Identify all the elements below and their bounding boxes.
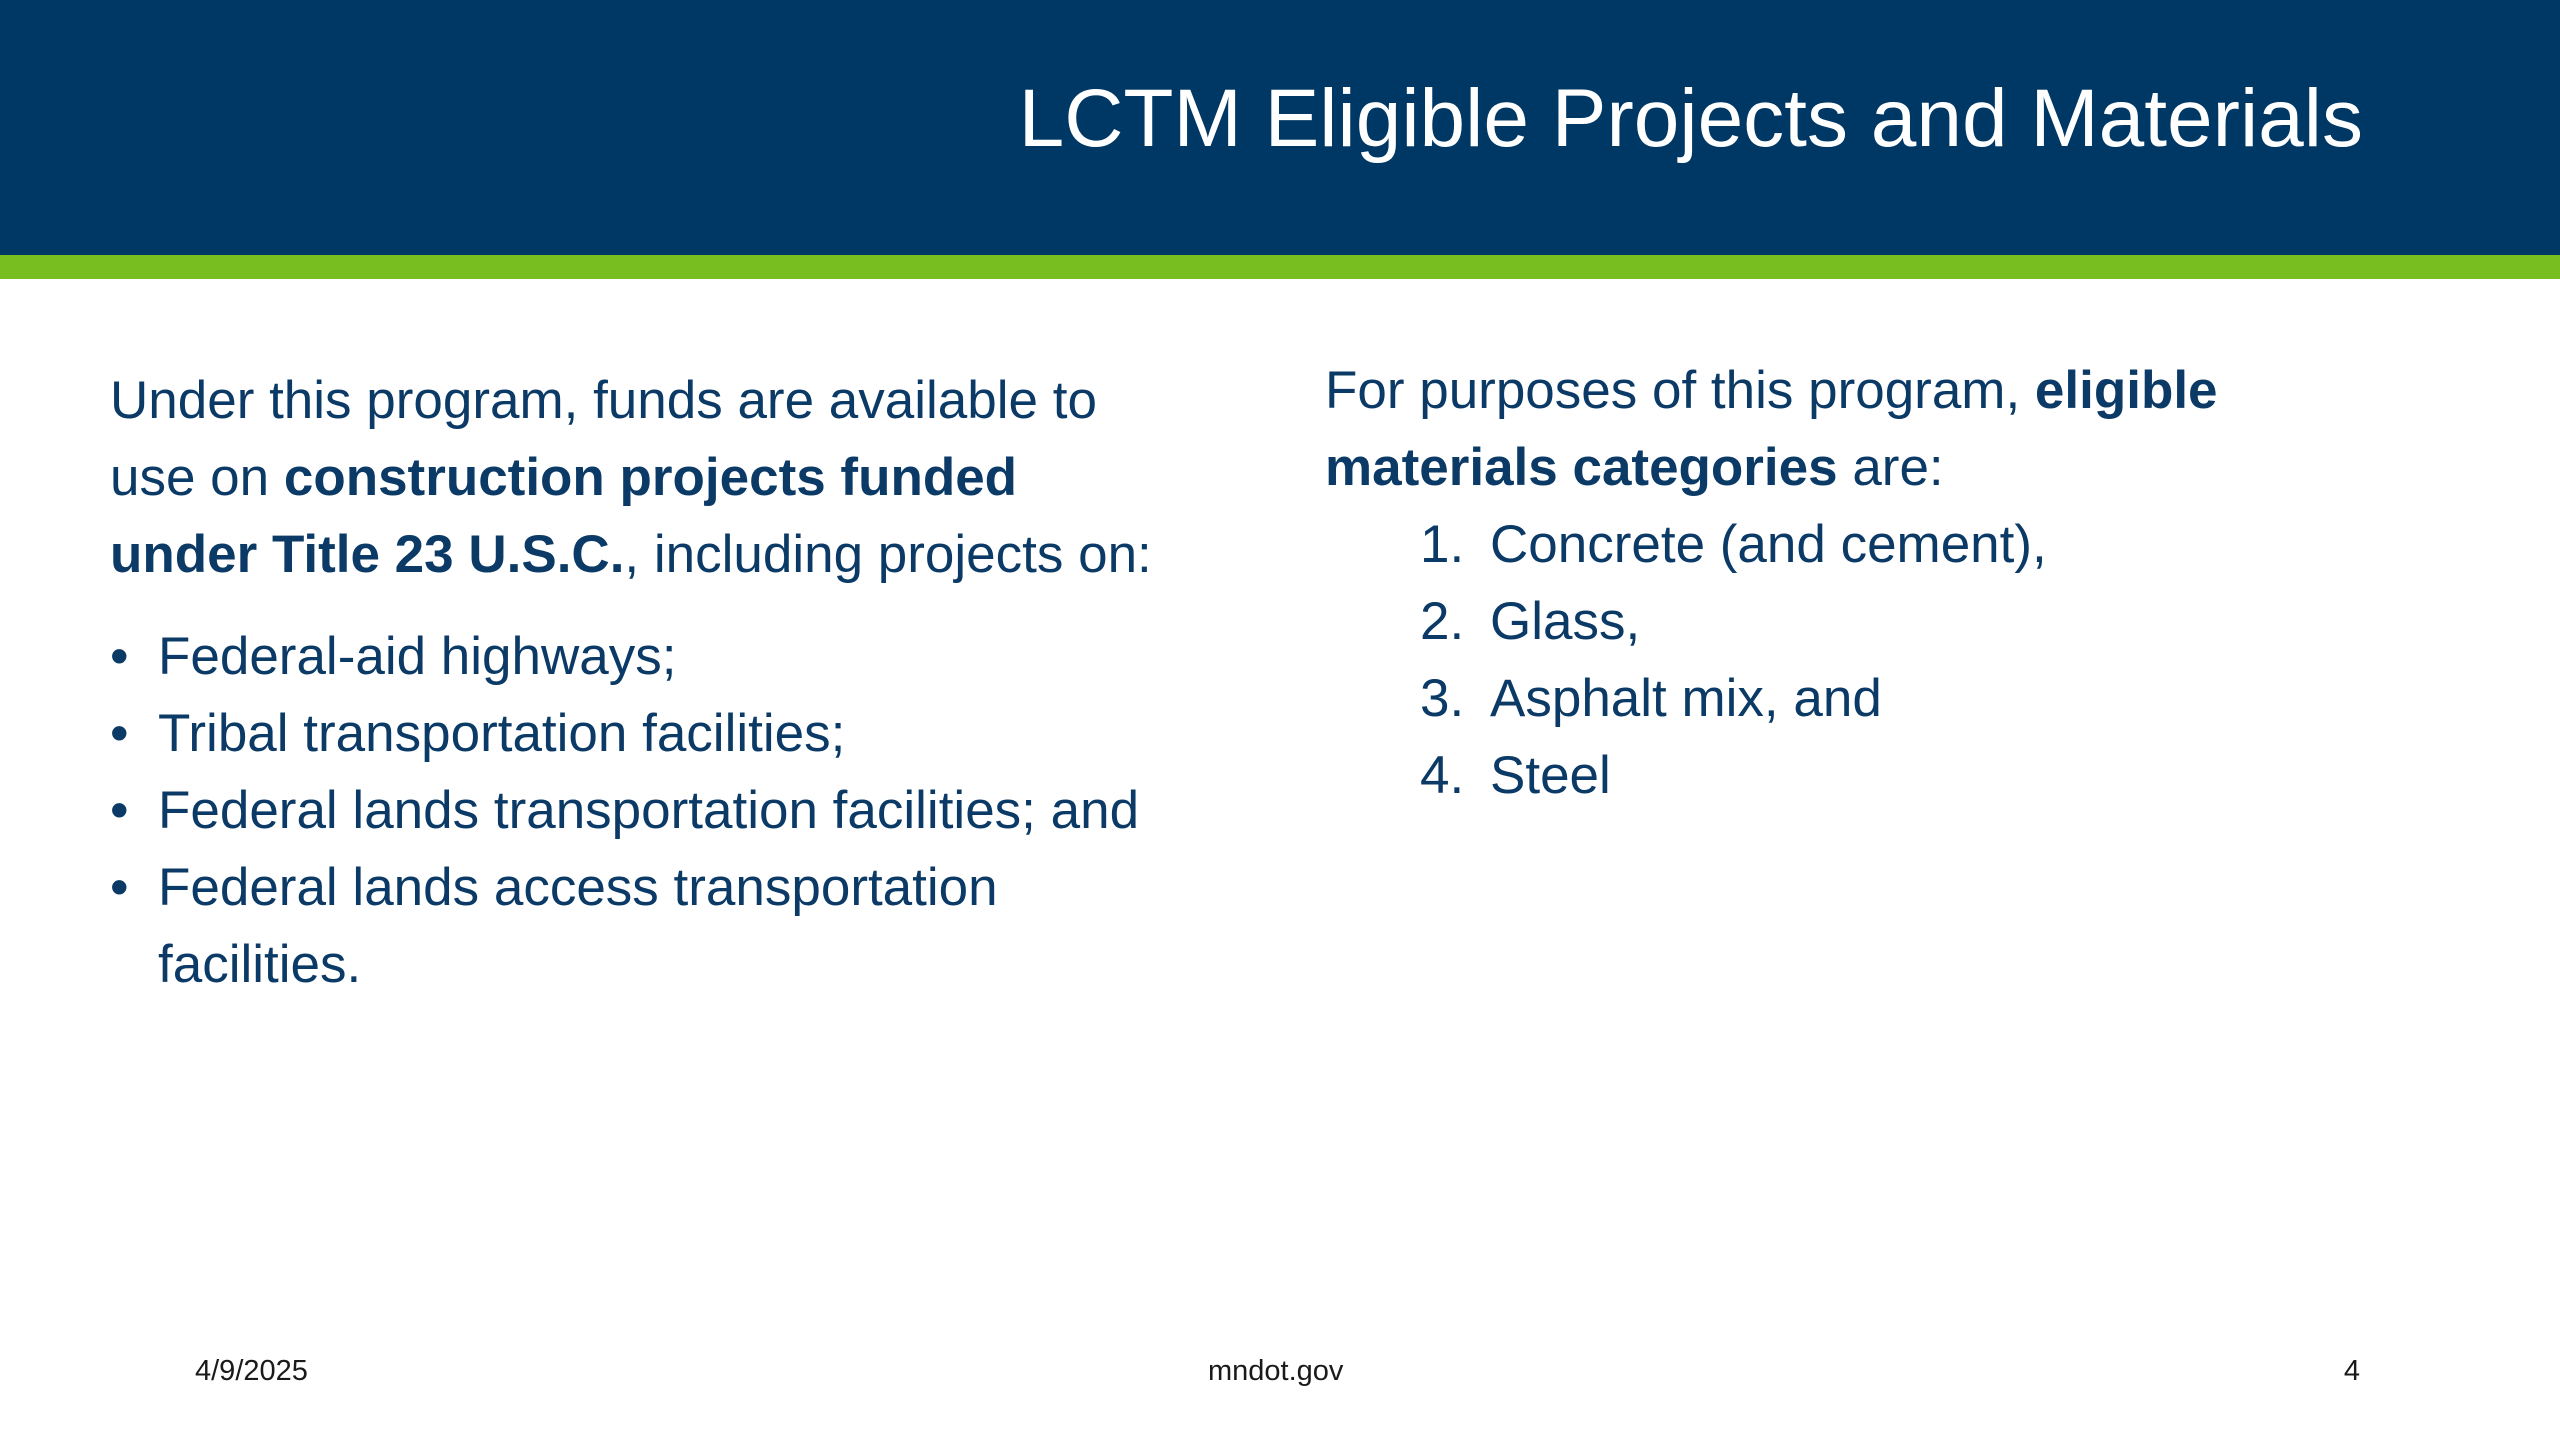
list-item: [110, 695, 1160, 772]
list-item: [1420, 660, 2425, 737]
left-column: [110, 362, 1160, 1003]
accent-bar: [0, 255, 2560, 279]
item-number: 4.: [1420, 746, 1465, 805]
slide-title: LCTM Eligible Projects and Materials: [1018, 73, 2363, 164]
item-number: 2.: [1420, 592, 1465, 651]
footer-date: 4/9/2025: [195, 1355, 308, 1387]
list-item: [1420, 506, 2425, 583]
footer-site: mndot.gov: [1208, 1355, 1344, 1387]
list-item-text: Concrete (and cement),: [1490, 515, 2047, 574]
list-item-text: Steel: [1490, 746, 1611, 805]
list-item: [1420, 583, 2425, 660]
list-item-text: Asphalt mix, and: [1490, 669, 1882, 728]
right-intro-text-end: are:: [1837, 438, 1944, 497]
list-item-text: Glass,: [1490, 592, 1641, 651]
list-item: [110, 849, 1160, 1003]
list-item-text: Federal-aid highways;: [158, 627, 677, 686]
list-item: [110, 618, 1160, 695]
bullet-icon: •: [110, 858, 129, 917]
page-number: 4: [2343, 1355, 2360, 1387]
bullet-icon: •: [110, 704, 129, 763]
left-intro-bold: construction projects funded under Title 23 U.S.C.: [110, 448, 1018, 584]
list-item-text: Federal lands transportation facilities; and: [158, 781, 1140, 840]
materials-list: [1325, 506, 2425, 814]
item-number: 1.: [1420, 515, 1465, 574]
right-intro-text: For purposes of this program,: [1325, 361, 2035, 420]
item-number: 3.: [1420, 669, 1465, 728]
bullet-icon: •: [110, 781, 129, 840]
left-intro-text: Under this program, funds are available to use on: [110, 371, 1097, 507]
facility-list: [110, 618, 1160, 1003]
list-item: [1420, 737, 2425, 814]
bullet-icon: •: [110, 627, 129, 686]
right-intro-bold: eligible materials categories: [1325, 361, 2218, 497]
list-item-text: Federal lands access transportation facilities.: [158, 858, 998, 994]
right-column: [1325, 352, 2425, 814]
list-item: [110, 772, 1160, 849]
left-intro: [110, 362, 1160, 593]
list-item-text: Tribal transportation facilities;: [158, 704, 846, 763]
right-intro: [1325, 352, 2425, 506]
left-intro-text-end: , including projects on:: [624, 525, 1152, 584]
